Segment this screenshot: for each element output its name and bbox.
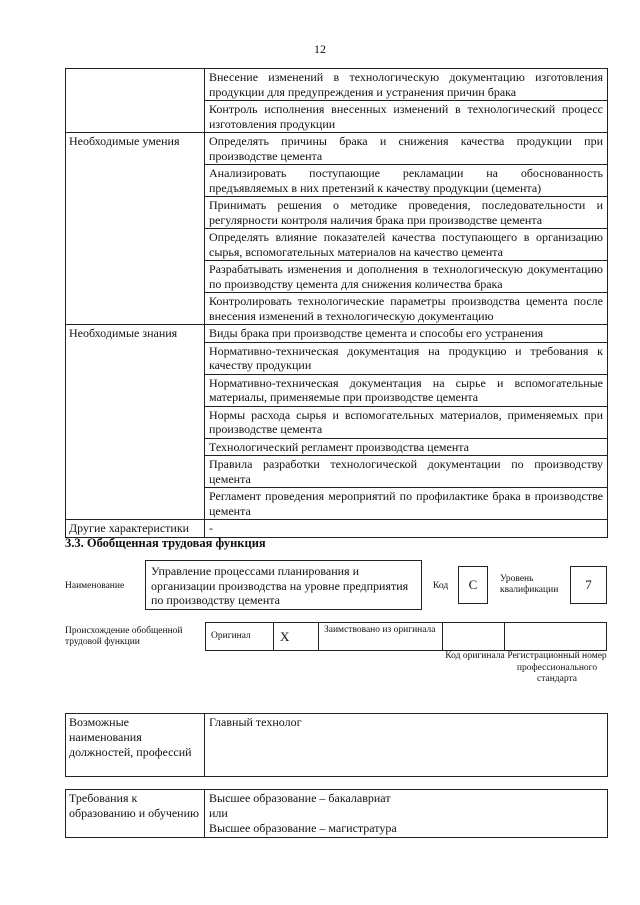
reg-number-cell (505, 623, 607, 651)
table-cell: Принимать решения о методике проведения, последовательности и регулярности контроля наличия брака при производстве цемента (205, 197, 608, 229)
table-cell: Определять влияние показателей качества поступающего в организацию сырья, вспомогательных материалов на качество цемента (205, 229, 608, 261)
table-cell: Технологический регламент производства цемента (205, 438, 608, 456)
original-mark: X (274, 623, 319, 651)
row-label-other: Другие характеристики (66, 520, 205, 538)
table-cell: Виды брака при производстве цемента и способы его устранения (205, 325, 608, 343)
row-label-skills: Необходимые умения (66, 133, 205, 325)
table-cell: Правила разработки технологической документации по производству цемента (205, 456, 608, 488)
education-table (65, 789, 608, 838)
education-label: Требования к образованию и обучению (66, 790, 205, 838)
competency-table (65, 68, 608, 538)
code-original-cell (443, 623, 505, 651)
code-label: Код (433, 581, 449, 591)
education-line: Высшее образование – магистратура (209, 821, 397, 835)
function-name-box: Управление процессами планирования и организации производства на уровне предприятия по производству цемента (145, 560, 422, 610)
page-number: 12 (314, 42, 326, 56)
section-title: 3.3. Обобщенная трудовая функция (65, 536, 266, 550)
education-value (205, 790, 608, 838)
qualification-level-label: Уровень квалификации (500, 574, 559, 595)
table-cell: Разрабатывать изменения и дополнения в технологическую документацию по производству цемента для снижения количества брака (205, 261, 608, 293)
origin-table (205, 622, 607, 651)
table-cell: Нормативно-техническая документация на продукцию и требования к качеству продукции (205, 342, 608, 374)
original-label: Оригинал (206, 623, 274, 651)
positions-table (65, 713, 608, 777)
row-label-knowledge: Необходимые знания (66, 325, 205, 520)
qualification-level-box: 7 (570, 566, 607, 604)
table-cell: Нормативно-техническая документация на сырье и вспомогательные материалы, применяемые при производстве цемента (205, 374, 608, 406)
table-cell: Нормы расхода сырья и вспомогательных материалов, применяемых при производстве цемента (205, 406, 608, 438)
positions-label: Возможные наименования должностей, профессий (66, 714, 205, 777)
table-cell: Анализировать поступающие рекламации на обоснованность предъявляемых в них претензий к качеству продукции (цемента) (205, 165, 608, 197)
reg-number-caption: Регистрационный номер профессионального стандарта (507, 651, 607, 684)
table-cell: Регламент проведения мероприятий по профилактике брака в производстве цемента (205, 488, 608, 520)
positions-value: Главный технолог (205, 714, 608, 777)
row-label (66, 69, 205, 133)
origin-label: Происхождение обобщенной трудовой функции (65, 626, 183, 647)
education-line: Высшее образование – бакалавриат (209, 791, 391, 805)
code-original-caption: Код оригинала (445, 651, 505, 661)
code-value-box: C (458, 566, 488, 604)
table-cell: Определять причины брака и снижения качества продукции при производстве цемента (205, 133, 608, 165)
borrowed-label: Заимствовано из оригинала (319, 623, 443, 651)
education-line: или (209, 806, 228, 820)
table-cell: Внесение изменений в технологическую документацию изготовления продукции для предупреждения и устранения причин брака (205, 69, 608, 101)
table-cell: Контроль исполнения внесенных изменений в технологический процесс изготовления продукции (205, 101, 608, 133)
table-cell: Контролировать технологические параметры производства цемента после внесения изменений в технологическую документацию (205, 293, 608, 325)
table-cell: - (205, 520, 608, 538)
name-label: Наименование (65, 581, 125, 591)
